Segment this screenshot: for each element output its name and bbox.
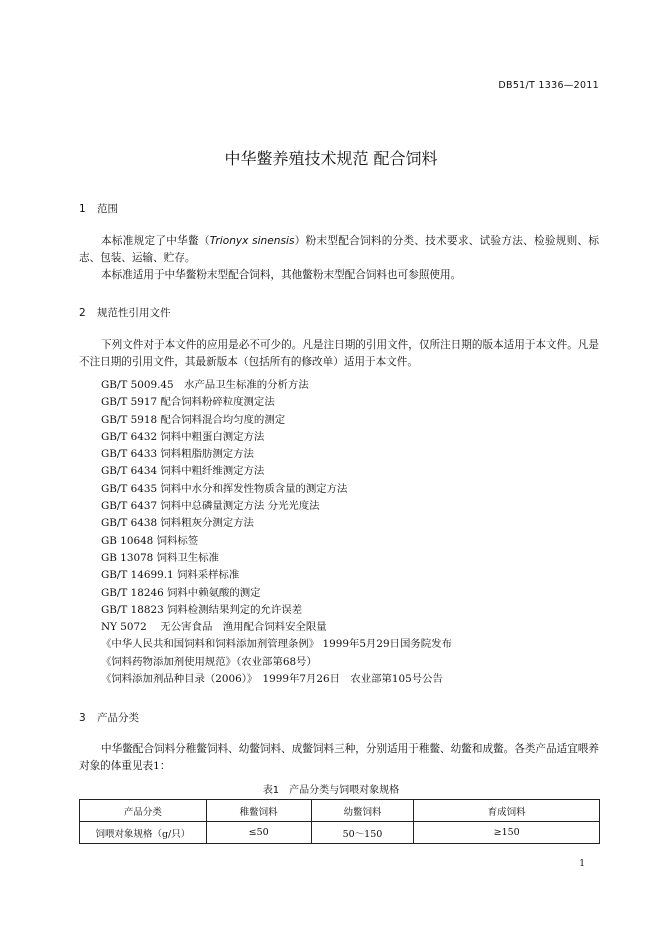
table-header-cell: 稚鳖饲料 (206, 800, 311, 822)
scope-text-suffix: ）粉末型配合饲料的分类、技术要求、试验方法、检验规则、标志、包装、运输、贮存。 (79, 235, 600, 264)
reference-item: GB/T 5918 配合饲料混合均匀度的测定 (101, 413, 286, 426)
reference-item: 《饲料药物添加剂使用规范》（农业部第68号） (101, 655, 317, 668)
table-cell: 饲喂对象规格（g/只） (80, 822, 207, 844)
section-3-heading (79, 710, 139, 725)
section-1-heading (79, 201, 118, 216)
section-2-heading (79, 305, 171, 320)
reference-item: 《饲料添加剂品种目录（2006）》 1999年7月26日 农业部第105号公告 (101, 673, 443, 686)
table-row (80, 822, 600, 844)
document-code: DB51/T 1336—2011 (498, 80, 599, 91)
table-cell: ≥150 (414, 822, 600, 844)
document-title: 中华鳖养殖技术规范 配合饲料 (224, 149, 438, 168)
section-title: 规范性引用文件 (97, 307, 171, 319)
table-header-cell: 育成饲料 (414, 800, 600, 822)
reference-item: GB 13078 饲料卫生标准 (101, 551, 219, 564)
reference-item: 《中华人民共和国饲料和饲料添加剂管理条例》 1999年5月29日国务院发布 (101, 638, 452, 651)
section-number: 3 (79, 712, 86, 724)
reference-item: NY 5072 无公害食品 渔用配合饲料安全限量 (101, 621, 327, 634)
table-header-row (80, 800, 600, 822)
section-3-paragraph: 中华鳖配合饲料分稚鳖饲料、幼鳖饲料、成鳖饲料三种，分别适用于稚鳖、幼鳖和成鳖。各类产品适宜喂养对象的体重见表1： (79, 743, 599, 772)
normative-references-list (101, 377, 452, 688)
reference-item: GB/T 6438 饲料粗灰分测定方法 (101, 517, 254, 530)
section-title: 范围 (97, 203, 118, 215)
page-number: 1 (579, 859, 585, 869)
latin-species-name: Trionyx sinensis (209, 235, 295, 247)
reference-item: GB/T 6437 饲料中总磷量测定方法 分光光度法 (101, 500, 320, 513)
reference-item: GB/T 6434 饲料中粗纤维测定方法 (101, 465, 265, 478)
reference-item: GB 10648 饲料标签 (101, 534, 199, 547)
reference-item: GB/T 6433 饲料粗脂肪测定方法 (101, 448, 254, 461)
reference-item: GB/T 5917 配合饲料粉碎粒度测定法 (101, 396, 275, 409)
table-cell: 50～150 (311, 822, 414, 844)
section-1-applicability-paragraph: 本标准适用于中华鳖粉末型配合饲料，其他鳖粉末型配合饲料也可参照使用。 (101, 269, 462, 281)
section-1-scope-paragraph (79, 233, 599, 267)
table-caption: 表1 产品分类与饲喂对象规格 (262, 785, 400, 796)
reference-item: GB/T 14699.1 饲料采样标准 (101, 569, 240, 582)
table-header-cell: 产品分类 (80, 800, 207, 822)
section-2-intro-paragraph: 下列文件对于本文件的应用是必不可少的。凡是注日期的引用文件，仅所注日期的版本适用于本文件。凡是不注日期的引用文件，其最新版本（包括所有的修改单）适用于本文件。 (79, 339, 599, 368)
section-title: 产品分类 (97, 712, 139, 724)
reference-item: GB/T 6432 饲料中粗蛋白测定方法 (101, 430, 265, 443)
scope-text-prefix: 本标准规定了中华鳖（ (101, 235, 210, 247)
reference-item: GB/T 6435 饲料中水分和挥发性物质含量的测定方法 (101, 482, 348, 495)
table-header-cell: 幼鳖饲料 (311, 800, 414, 822)
reference-item: GB/T 5009.45 水产品卫生标准的分析方法 (101, 379, 309, 391)
section-number: 2 (79, 307, 86, 319)
section-number: 1 (79, 203, 86, 215)
product-classification-table (79, 799, 600, 844)
reference-item: GB/T 18823 饲料检测结果判定的允许误差 (101, 603, 303, 616)
reference-item: GB/T 18246 饲料中赖氨酸的测定 (101, 586, 261, 599)
table-cell: ≤50 (206, 822, 311, 844)
